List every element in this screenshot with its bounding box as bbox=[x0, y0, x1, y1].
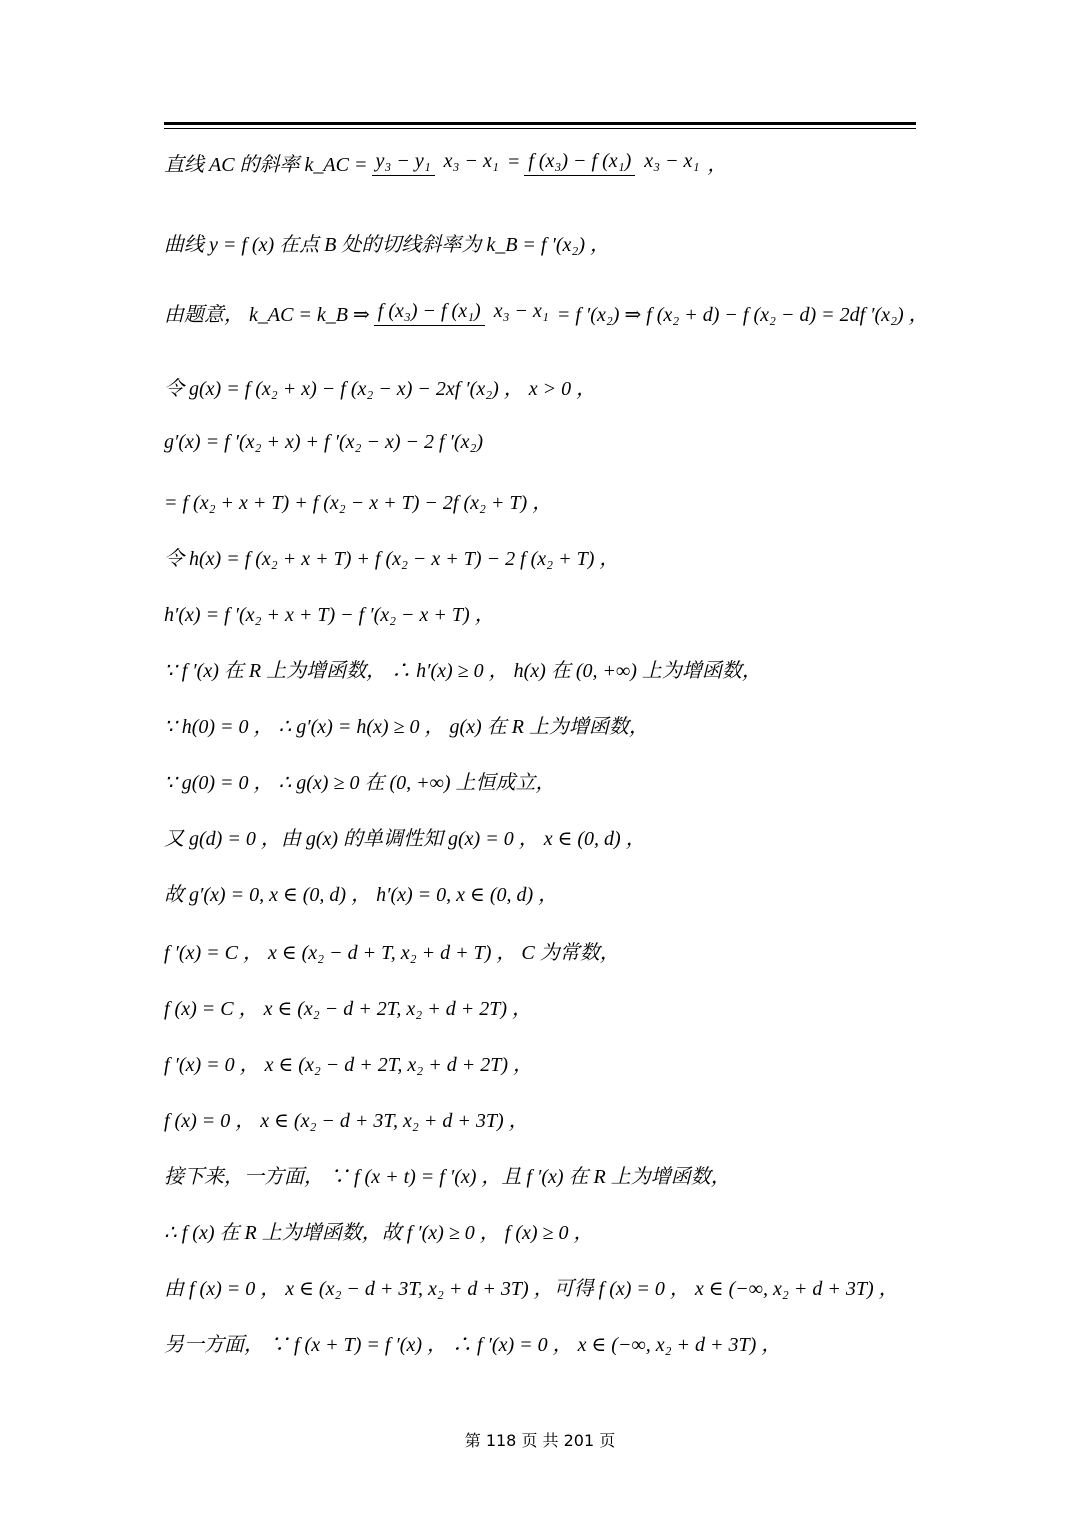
fraction-numerator: f (x₃) − f (x₁) bbox=[374, 300, 485, 326]
equation-line-problem bbox=[164, 288, 929, 336]
equation-line: 故 g′(x) = 0, x ∈ (0, d) ， h′(x) = 0, x ∈ (0, d) ， bbox=[164, 883, 559, 906]
fraction-numerator: f (x₃) − f (x₁) bbox=[524, 150, 635, 176]
line-tail: ， bbox=[707, 153, 728, 176]
line-tail: = f ′(x₂) ⇒ f (x₂ + d) − f (x₂ − d) = 2df ′(x₂) ， bbox=[556, 303, 929, 326]
equation-line: ∴ f (x) 在 R 上为增函数，故 f ′(x) ≥ 0 ， f (x) ≥ 0 ， bbox=[164, 1221, 594, 1244]
equation-line: 另一方面， ∵ f (x + T) = f ′(x) ， ∴ f ′(x) = 0 ， x ∈ (−∞, x₂ + d + 3T) ， bbox=[164, 1333, 782, 1356]
equation-line: 令 g(x) = f (x₂ + x) − f (x₂ − x) − 2xf ′(x₂) ， x > 0 ， bbox=[164, 377, 597, 400]
equation-line: f (x) = C ， x ∈ (x₂ − d + 2T, x₂ + d + 2T) ， bbox=[164, 997, 532, 1020]
fraction-numerator: y₃ − y₁ bbox=[372, 150, 435, 176]
equation-line: 由 f (x) = 0 ， x ∈ (x₂ − d + 3T, x₂ + d + 3T) ，可得 f (x) = 0 ， x ∈ (−∞, x₂ + d + 3T) ， bbox=[164, 1277, 899, 1300]
line-mid: = bbox=[506, 150, 521, 173]
equation-line: 曲线 y = f (x) 在点 B 处的切线斜率为 k_B = f ′(x₂) ， bbox=[164, 233, 611, 256]
header-rule-thick bbox=[164, 122, 916, 125]
equation-line: 又 g(d) = 0 ，由 g(x) 的单调性知 g(x) = 0 ， x ∈ (0, d) ， bbox=[164, 827, 646, 850]
equation-line: h′(x) = f ′(x₂ + x + T) − f ′(x₂ − x + T) ， bbox=[164, 603, 495, 626]
fraction-denominator: x₃ − x₁ bbox=[443, 150, 499, 172]
equation-line: ∵ g(0) = 0 ， ∴ g(x) ≥ 0 在 (0, +∞) 上恒成立， bbox=[164, 771, 556, 794]
fraction-1 bbox=[374, 298, 553, 326]
equation-line: g′(x) = f ′(x₂ + x) + f ′(x₂ − x) − 2 f ′(x₂) bbox=[164, 430, 484, 453]
equation-line: ∵ h(0) = 0 ， ∴ g′(x) = h(x) ≥ 0 ， g(x) 在 R 上为增函数， bbox=[164, 715, 649, 738]
equation-line: f (x) = 0 ， x ∈ (x₂ − d + 3T, x₂ + d + 3T) ， bbox=[164, 1109, 529, 1132]
line-lead: 由题意， k_AC = k_B ⇒ bbox=[164, 303, 370, 326]
equation-line: 接下来，一方面， ∵ f (x + t) = f ′(x) ，且 f ′(x) 在 R 上为增函数， bbox=[164, 1165, 731, 1188]
fraction-1 bbox=[372, 148, 503, 176]
equation-line: ∵ f ′(x) 在 R 上为增函数， ∴ h′(x) ≥ 0 ， h(x) 在 (0, +∞) 上为增函数， bbox=[164, 659, 762, 682]
equation-line: f ′(x) = C ， x ∈ (x₂ − d + T, x₂ + d + T) ， C 为常数， bbox=[164, 941, 620, 964]
fraction-2 bbox=[524, 148, 703, 176]
equation-line-slope-ac bbox=[164, 138, 727, 186]
equation-line: = f (x₂ + x + T) + f (x₂ − x + T) − 2f (x₂ + T) ， bbox=[164, 491, 553, 514]
fraction-denominator: x₃ − x₁ bbox=[644, 150, 700, 172]
line-lead: 直线 AC 的斜率 k_AC = bbox=[164, 153, 368, 176]
header-rule-thin bbox=[164, 128, 916, 129]
page-number-footer: 第 118 页 共 201 页 bbox=[464, 1431, 616, 1450]
equation-line: f ′(x) = 0 ， x ∈ (x₂ − d + 2T, x₂ + d + 2T) ， bbox=[164, 1053, 534, 1076]
fraction-denominator: x₃ − x₁ bbox=[493, 300, 549, 322]
equation-line: 令 h(x) = f (x₂ + x + T) + f (x₂ − x + T) − 2 f (x₂ + T) ， bbox=[164, 547, 620, 570]
